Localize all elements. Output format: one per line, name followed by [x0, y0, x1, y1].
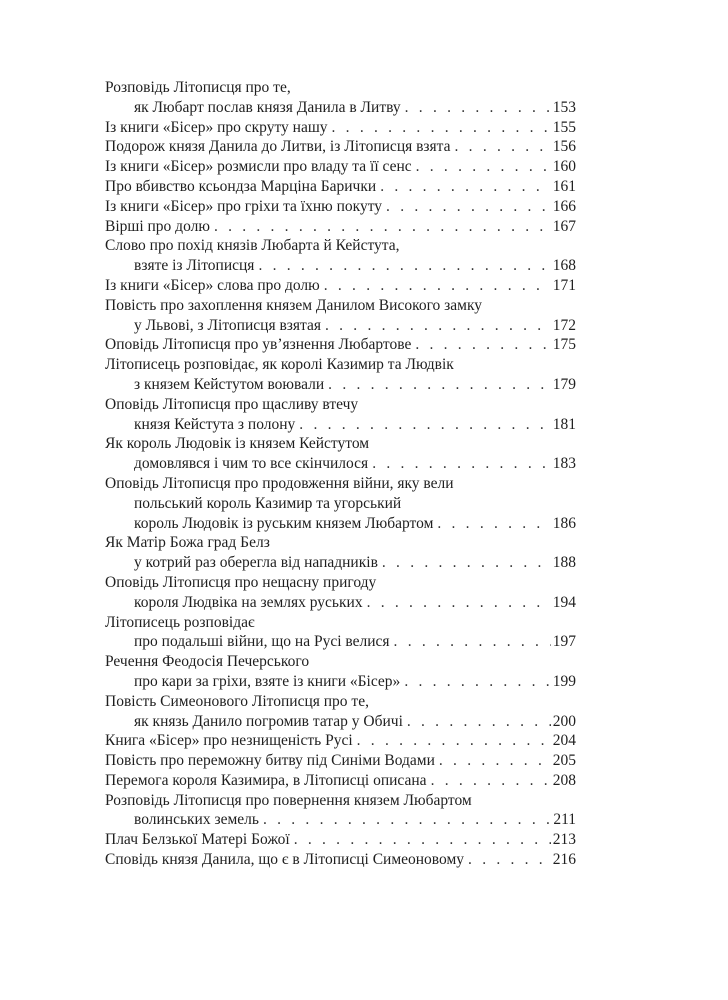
- dot-leader: [372, 454, 551, 474]
- toc-entry-title: про подальші війни, що на Русі велися: [134, 633, 390, 651]
- toc-entry-title: домовлявся і чим то все скінчилося: [134, 455, 369, 473]
- toc-entry-title: Оповідь Літописця про продовження війни, яку вели: [105, 474, 454, 492]
- toc-page-number: 197: [552, 633, 576, 651]
- toc-line: [105, 256, 576, 276]
- toc-entry-title: Речення Феодосія Печерського: [105, 653, 310, 671]
- toc-entry[interactable]: [105, 791, 576, 831]
- toc-entry-title: Оповідь Літописця про нещасну пригоду: [105, 573, 377, 591]
- dot-leader: [324, 276, 551, 296]
- toc-entry-title: про кари за гріхи, взяте із книги «Бісер»: [134, 672, 401, 690]
- toc-line: [105, 118, 576, 138]
- toc-line: [105, 395, 576, 415]
- toc-entry-title: Із книги «Бісер» про скруту нашу: [105, 118, 328, 136]
- toc-line: [105, 78, 576, 98]
- toc-entry-title: Літописець розповідає, як королі Казимир та Людвік: [105, 356, 454, 374]
- toc-entry-title: Із книги «Бісер» розмисли про владу та її сенс: [105, 158, 412, 176]
- toc-entry-title: взяте із Літописця: [134, 257, 255, 275]
- dot-leader: [431, 771, 551, 791]
- toc-entry-title: князя Кейстута з полону: [134, 415, 296, 433]
- toc-page-number: 172: [552, 316, 576, 334]
- toc-entry-title: польський король Казимир та угорський: [134, 494, 402, 512]
- toc-line: [105, 355, 576, 375]
- toc-page-number: 167: [552, 217, 576, 235]
- dot-leader: [263, 810, 551, 830]
- dot-leader: [299, 415, 550, 435]
- toc-entry[interactable]: [105, 296, 576, 336]
- toc-entry[interactable]: [105, 652, 576, 692]
- toc-entry[interactable]: [105, 197, 576, 217]
- toc-entry-title: Оповідь Літописця про щасливу втечу: [105, 395, 359, 413]
- toc-entry[interactable]: [105, 217, 576, 237]
- toc-line: [105, 850, 576, 870]
- dot-leader: [214, 217, 551, 237]
- toc-entry[interactable]: [105, 692, 576, 732]
- toc-line: [105, 474, 576, 494]
- toc-page-number: 213: [552, 831, 576, 849]
- toc-entry-title: Слово про похід князів Любарта й Кейстута,: [105, 237, 400, 255]
- toc-line: [105, 494, 576, 514]
- dot-leader: [415, 335, 550, 355]
- toc-entry-title: Повість Симеонового Літописця про те,: [105, 692, 369, 710]
- toc-line: [105, 751, 576, 771]
- toc-entry-title: як Любарт послав князя Данила в Литву: [134, 98, 401, 116]
- toc-line: [105, 652, 576, 672]
- toc-line: [105, 177, 576, 197]
- toc-line: [105, 335, 576, 355]
- toc-page-number: 216: [552, 851, 576, 869]
- toc-entry[interactable]: [105, 276, 576, 296]
- toc-page-number: 160: [552, 158, 576, 176]
- toc-line: [105, 771, 576, 791]
- dot-leader: [405, 98, 551, 118]
- toc-entry[interactable]: [105, 137, 576, 157]
- toc-entry-title: Плач Белзької Матері Божої: [105, 831, 290, 849]
- toc-line: [105, 514, 576, 534]
- toc-page-number: 166: [552, 197, 576, 215]
- dot-leader: [325, 316, 551, 336]
- toc-entry-title: Із книги «Бісер» слова про долю: [105, 276, 320, 294]
- toc-entry[interactable]: [105, 118, 576, 138]
- toc-page-number: 156: [552, 138, 576, 156]
- toc-line: [105, 157, 576, 177]
- toc-entry-title: Повість про захоплення князем Данилом Високого замку: [105, 296, 483, 314]
- toc-entry-title: Подорож князя Данила до Литви, із Літописця взята: [105, 138, 451, 156]
- toc-page-number: 188: [552, 554, 576, 572]
- toc-entry-title: як князь Данило погромив татар у Обичі: [134, 712, 403, 730]
- toc-page-number: 200: [552, 712, 576, 730]
- toc-entry[interactable]: [105, 236, 576, 276]
- toc-line: [105, 613, 576, 633]
- toc-entry[interactable]: [105, 771, 576, 791]
- toc-entry-title: Перемога короля Казимира, в Літописці описана: [105, 771, 427, 789]
- toc-line: [105, 137, 576, 157]
- toc-page-number: 204: [552, 732, 576, 750]
- toc-entry[interactable]: [105, 731, 576, 751]
- toc-entry[interactable]: [105, 751, 576, 771]
- dot-leader: [439, 751, 551, 771]
- toc-line: [105, 454, 576, 474]
- toc-line: [105, 236, 576, 256]
- toc-entry-title: Вірші про долю: [105, 217, 210, 235]
- toc-entry[interactable]: [105, 573, 576, 613]
- table-of-contents: [105, 78, 576, 870]
- toc-line: [105, 573, 576, 593]
- dot-leader: [416, 157, 551, 177]
- toc-line: [105, 375, 576, 395]
- toc-page-number: 161: [552, 177, 576, 195]
- toc-entry[interactable]: [105, 474, 576, 533]
- toc-line: [105, 672, 576, 692]
- toc-line: [105, 791, 576, 811]
- toc-entry-title: Про вбивство ксьондза Марціна Барички: [105, 177, 377, 195]
- toc-page-number: 208: [552, 771, 576, 789]
- toc-entry-title: Літописець розповідає: [105, 613, 255, 631]
- toc-entry-title: Сповідь князя Данила, що є в Літописці Симеоновому: [105, 851, 465, 869]
- toc-entry-title: волинських земель: [134, 811, 259, 829]
- toc-line: [105, 692, 576, 712]
- toc-entry-title: у котрий раз оберегла від нападників: [134, 554, 378, 572]
- toc-line: [105, 434, 576, 454]
- dot-leader: [407, 712, 551, 732]
- toc-page-number: 179: [552, 375, 576, 393]
- dot-leader: [394, 632, 551, 652]
- dot-leader: [404, 672, 550, 692]
- dot-leader: [382, 553, 551, 573]
- toc-line: [105, 830, 576, 850]
- toc-entry[interactable]: [105, 335, 576, 355]
- dot-leader: [332, 118, 551, 138]
- toc-entry[interactable]: [105, 850, 576, 870]
- toc-page-number: 183: [552, 455, 576, 473]
- toc-line: [105, 593, 576, 613]
- dot-leader: [437, 514, 550, 534]
- toc-line: [105, 316, 576, 336]
- dot-leader: [357, 731, 551, 751]
- toc-page-number: 186: [552, 514, 576, 532]
- toc-line: [105, 98, 576, 118]
- toc-page-number: 168: [552, 257, 576, 275]
- toc-page-number: 199: [552, 672, 576, 690]
- toc-entry[interactable]: [105, 157, 576, 177]
- toc-page-number: 194: [552, 593, 576, 611]
- toc-page-number: 211: [553, 811, 576, 829]
- toc-line: [105, 296, 576, 316]
- toc-entry[interactable]: [105, 177, 576, 197]
- dot-leader: [294, 830, 551, 850]
- toc-line: [105, 197, 576, 217]
- toc-entry-title: Оповідь Літописця про ув’язнення Любартове: [105, 336, 412, 354]
- toc-line: [105, 276, 576, 296]
- toc-line: [105, 553, 576, 573]
- toc-entry-title: з князем Кейстутом воювали: [134, 375, 325, 393]
- dot-leader: [258, 256, 550, 276]
- toc-page-number: 175: [552, 336, 576, 354]
- dot-leader: [328, 375, 551, 395]
- toc-entry[interactable]: [105, 533, 576, 573]
- toc-entry[interactable]: [105, 434, 576, 474]
- toc-entry[interactable]: [105, 78, 576, 118]
- toc-page-number: 205: [552, 752, 576, 770]
- toc-entry-title: Розповідь Літописця про те,: [105, 79, 291, 96]
- toc-entry-title: Як Матір Божа град Белз: [105, 534, 270, 552]
- toc-entry[interactable]: [105, 830, 576, 850]
- dot-leader: [367, 593, 551, 613]
- dot-leader: [455, 137, 551, 157]
- dot-leader: [386, 197, 551, 217]
- dot-leader: [468, 850, 551, 870]
- dot-leader: [380, 177, 551, 197]
- toc-entry-title: Книга «Бісер» про незнищеність Русі: [105, 732, 353, 750]
- toc-entry-title: король Людовік із руським князем Любартом: [134, 514, 434, 532]
- toc-line: [105, 217, 576, 237]
- toc-entry-title: у Львові, з Літописця взятая: [134, 316, 321, 334]
- toc-line: [105, 632, 576, 652]
- toc-line: [105, 415, 576, 435]
- toc-page-number: 155: [552, 118, 576, 136]
- toc-entry-title: Із книги «Бісер» про гріхи та їхню покуту: [105, 197, 383, 215]
- toc-line: [105, 533, 576, 553]
- toc-entry[interactable]: [105, 355, 576, 395]
- toc-entry-title: Повість про переможну битву під Синіми Водами: [105, 752, 435, 770]
- toc-entry-title: короля Людвіка на землях руських: [134, 593, 363, 611]
- toc-entry-title: Як король Людовік із князем Кейстутом: [105, 435, 370, 453]
- toc-entry-title: Розповідь Літописця про повернення князем Любартом: [105, 791, 472, 809]
- toc-entry[interactable]: [105, 613, 576, 653]
- toc-page-number: 153: [552, 98, 576, 116]
- toc-page-number: 171: [552, 276, 576, 294]
- toc-entry[interactable]: [105, 395, 576, 435]
- toc-line: [105, 712, 576, 732]
- toc-line: [105, 731, 576, 751]
- toc-line: [105, 810, 576, 830]
- toc-page-number: 181: [552, 415, 576, 433]
